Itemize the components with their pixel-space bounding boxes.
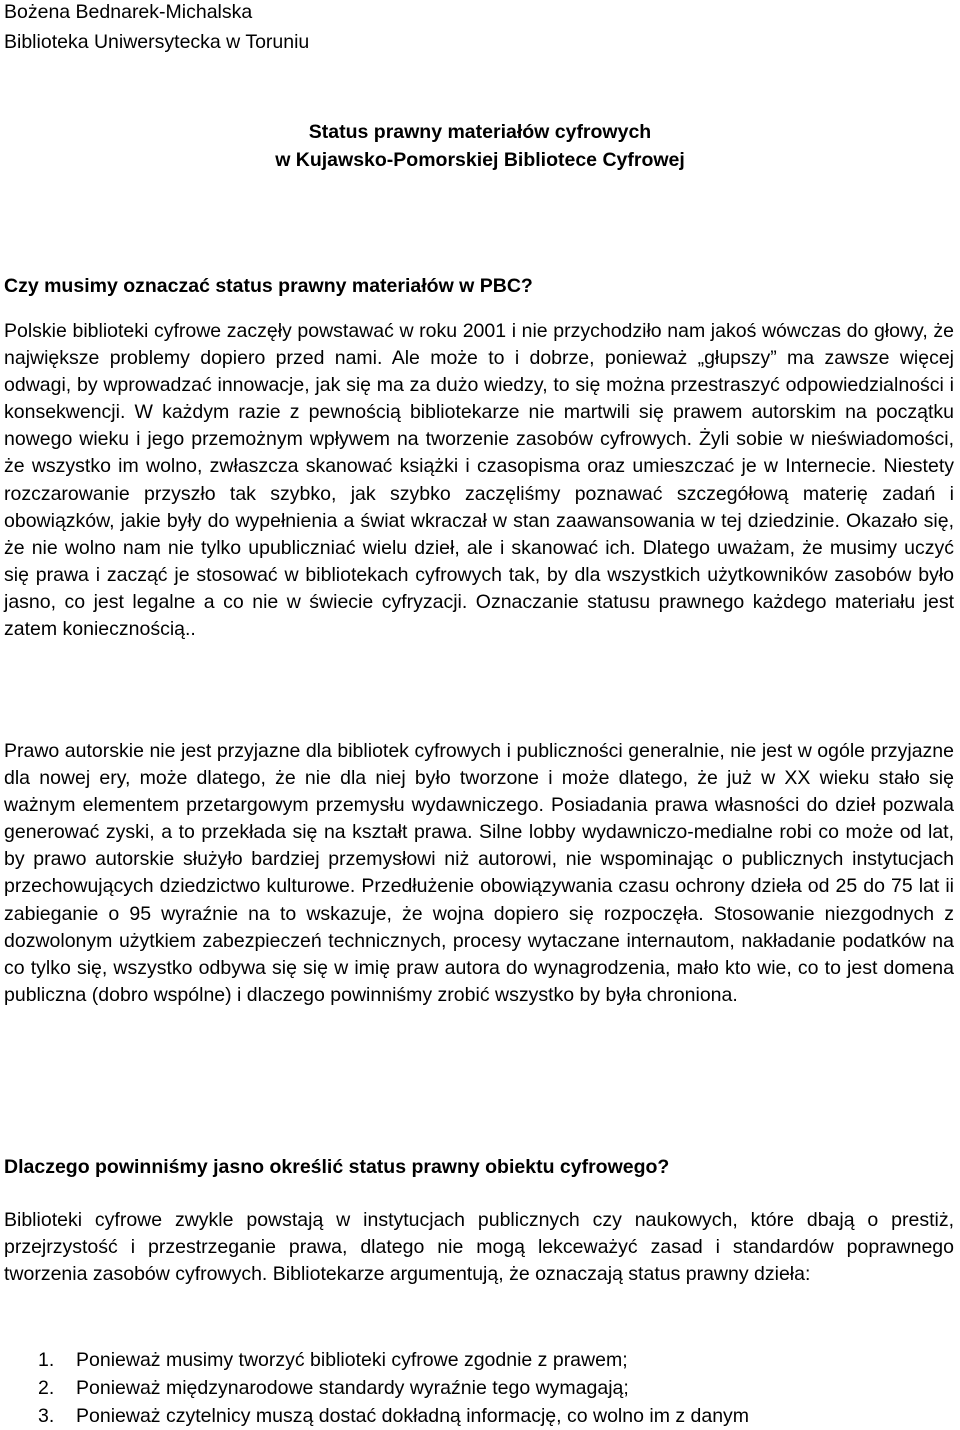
list-item <box>4 1346 954 1374</box>
list-text: Ponieważ musimy tworzyć biblioteki cyfrowe zgodnie z prawem; <box>76 1349 628 1371</box>
paragraph-1: Polskie biblioteki cyfrowe zaczęły powstawać w roku 2001 i nie przychodziło nam jakoś wówczas do głowy, że największe problemy dopiero przed nami. Ale może to i dobrze, ponieważ „głupszy” ma zawsze więcej odwagi, by wprowadzać innowacje, jak się ma za dużo wiedzy, to się można przestraszyć odpowiedzialności i konsekwencji. W każdym razie z pewnością bibliotekarze nie martwili się prawem autorskim na początku nowego wieku i jego przemożnym wpływem na tworzenie zasobów cyfrowych. Żyli sobie w nieświadomości, że wszystko im wolno, zwłaszcza skanować książki i czasopisma oraz umieszczać je w Internecie. Niestety rozczarowanie przyszło tak szybko, jak szybko zaczęliśmy poznawać szczegółową materię zadań i obowiązków, jakie były do wypełnienia a świat wkraczał w stan zaawansowania w tej dziedzinie. Okazało się, że nie wolno nam nie tylko upubliczniać wielu dzieł, ale i skanować ich. Dlatego uważam, że musimy uczyć się prawa i zacząć je stosować w bibliotekach cyfrowych tak, by dla wszystkich użytkowników zasobów było jasno, co jest legalne a co nie w świecie cyfryzacji. Oznaczanie statusu prawnego każdego materiału jest zatem koniecznością.. <box>4 320 954 641</box>
document-title <box>4 118 956 174</box>
section-heading-2: Dlaczego powinniśmy jasno określić status prawny obiektu cyfrowego? <box>4 1156 670 1178</box>
list-number: 1. <box>38 1349 55 1371</box>
paragraph-3: Biblioteki cyfrowe zwykle powstają w instytucjach publicznych czy naukowych, które dbają o prestiż, przejrzystość i przestrzeganie prawa, dlatego nie mogą lekceważyć zasad i standardów poprawnego tworzenia zasobów cyfrowych. Bibliotekarze argumentują, że oznaczają status prawny dzieła: <box>4 1209 954 1286</box>
list-text: Ponieważ międzynarodowe standardy wyraźnie tego wymagają; <box>76 1377 629 1399</box>
author-affiliation: Biblioteka Uniwersytecka w Toruniu <box>4 31 310 53</box>
section-heading-1: Czy musimy oznaczać status prawny materiałów w PBC? <box>4 275 533 297</box>
paragraph-2: Prawo autorskie nie jest przyjazne dla bibliotek cyfrowych i publiczności generalnie, nie jest w ogóle przyjazne dla nowej ery, może dlatego, że nie dla niej było tworzone i może dlatego, że już w XX wieku stało się ważnym elementem przetargowym przemysłu wydawniczego. Posiadania prawa własności do dzieł pozwala generować zyski, a to przekłada się na kształt prawa. Silne lobby wydawniczo-medialne robi co może od lat, by prawo autorskie służyło bardziej przemysłowi niż autorowi, nie wspominając o publicznych instytucjach przechowujących dziedzictwo kulturowe. Przedłużenie obowiązywania czasu ochrony dzieła od 25 do 75 lat ii zabieganie o 95 wyraźnie na to wskazuje, że wojna dopiero się rozpoczęła. Stosowanie niezgodnych z dozwolonym użytkiem zabezpieczeń technicznych, procesy wytaczane internautom, nakładanie podatków na co tylko się, wszystko odbywa się się w imię praw autora do wynagrodzenia, mało kto wie, co to jest domena publiczna (dobro wspólne) i dlaczego powinniśmy zrobić wszystko by była chroniona. <box>4 740 954 1006</box>
author-name: Bożena Bednarek-Michalska <box>4 1 253 23</box>
reasons-list <box>4 1346 954 1430</box>
title-line-1: Status prawny materiałów cyfrowych <box>308 121 652 143</box>
list-text: Ponieważ czytelnicy muszą dostać dokładną informację, co wolno im z danym <box>76 1405 750 1427</box>
list-number: 3. <box>38 1405 55 1427</box>
list-item <box>4 1402 954 1430</box>
list-number: 2. <box>38 1377 55 1399</box>
list-item <box>4 1374 954 1402</box>
title-line-2: w Kujawsko-Pomorskiej Bibliotece Cyfrowej <box>275 149 685 171</box>
